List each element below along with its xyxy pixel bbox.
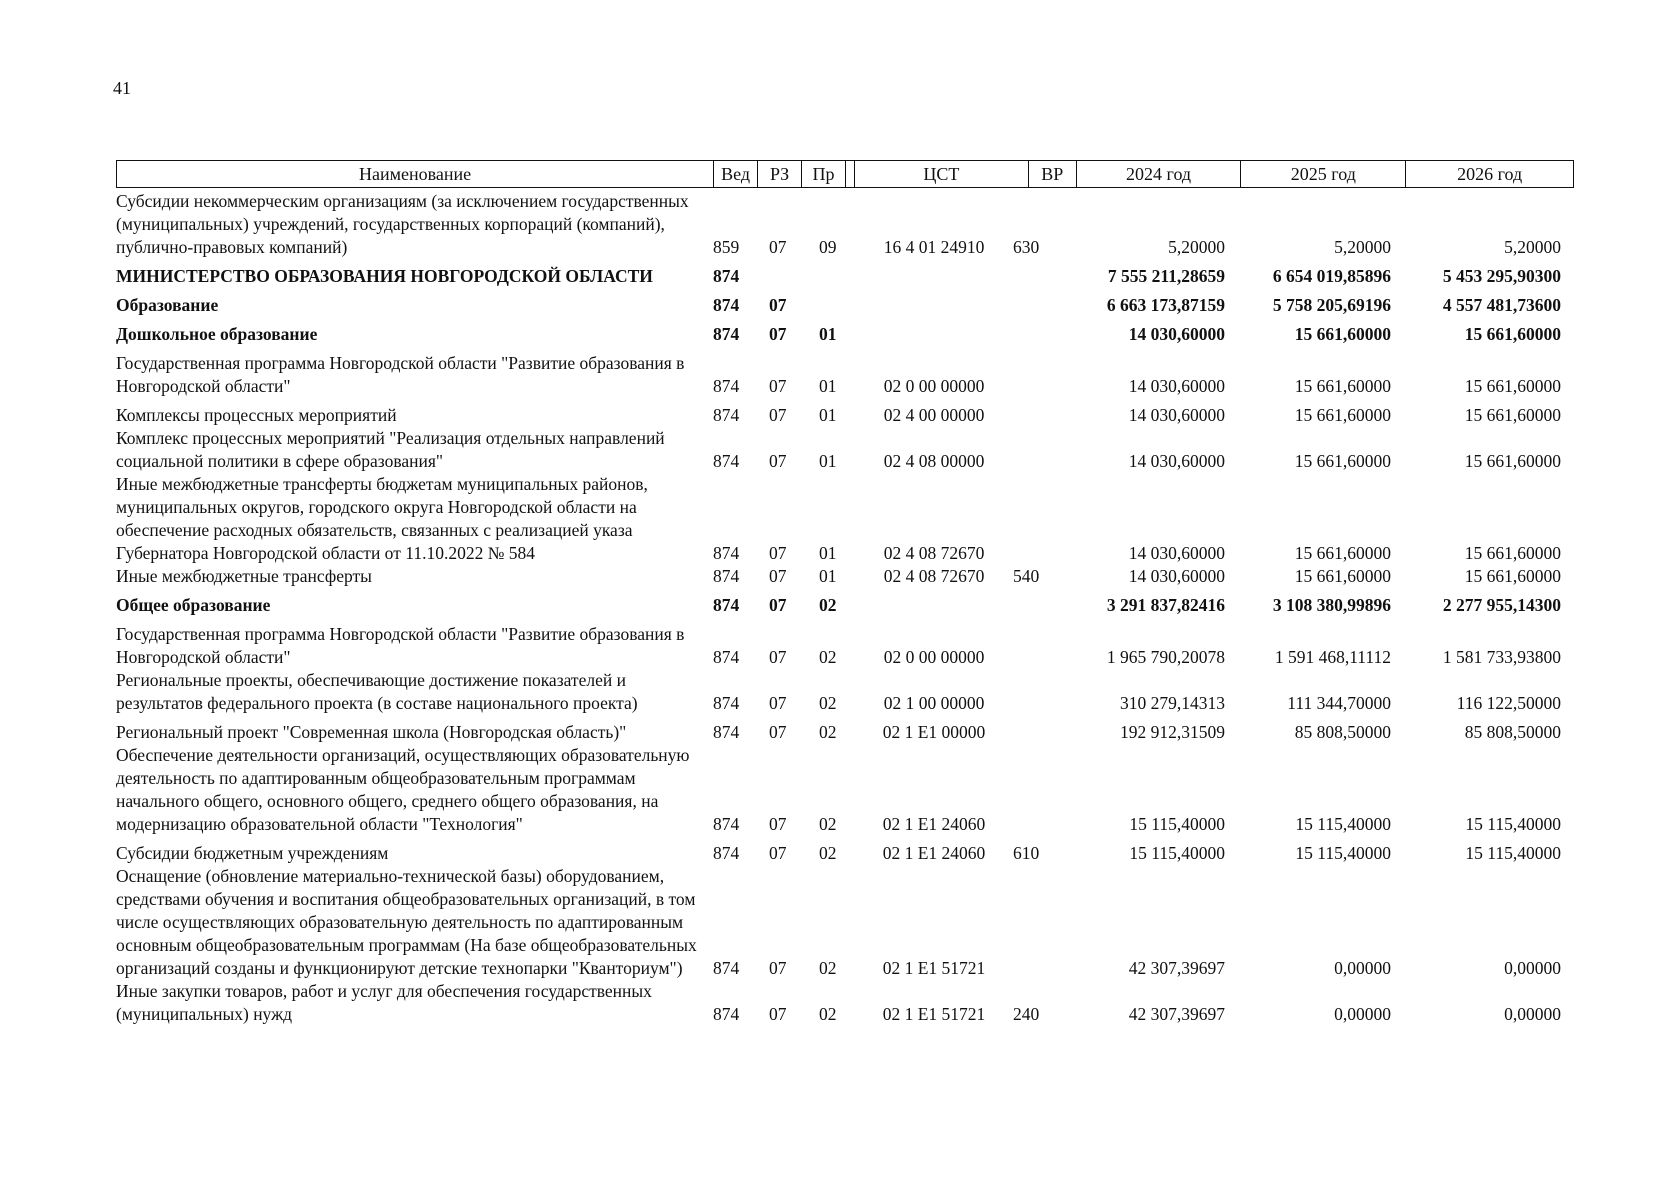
cell-pr: 01 xyxy=(819,324,837,344)
cell-pr: 02 xyxy=(819,595,837,615)
cell-ved: 874 xyxy=(713,405,740,425)
cell-cst: 02 0 00 00000 xyxy=(883,376,985,396)
cell-rz: 07 xyxy=(769,814,787,834)
cell-y2024: 42 307,39697 xyxy=(1128,1004,1225,1024)
cell-y2025: 1 591 468,11112 xyxy=(1274,647,1391,667)
cell-ved: 874 xyxy=(713,647,740,667)
table-row xyxy=(116,721,1574,744)
cell-cst: 02 1 00 00000 xyxy=(883,693,985,713)
cell-y2025: 5,20000 xyxy=(1334,237,1391,257)
table-row xyxy=(116,427,1574,473)
header-vr: ВР xyxy=(1029,161,1077,187)
cell-ved: 874 xyxy=(713,324,740,344)
cell-cst: 16 4 01 24910 xyxy=(883,237,985,257)
cell-y2024: 3 291 837,82416 xyxy=(1106,595,1225,615)
cell-y2026: 15 115,40000 xyxy=(1465,814,1561,834)
cell-y2025: 85 808,50000 xyxy=(1294,722,1391,742)
cell-y2026: 5 453 295,90300 xyxy=(1442,266,1561,286)
cell-y2025: 15 661,60000 xyxy=(1294,566,1391,586)
cell-cst: 02 4 08 72670 xyxy=(883,566,985,586)
cell-y2026: 5,20000 xyxy=(1504,237,1561,257)
cell-ved: 874 xyxy=(713,451,740,471)
table-row xyxy=(116,594,1574,617)
cell-ved: 874 xyxy=(713,722,740,742)
cell-rz: 07 xyxy=(769,451,787,471)
cell-rz: 07 xyxy=(769,237,787,257)
cell-y2025: 15 661,60000 xyxy=(1294,376,1391,396)
page-number: 41 xyxy=(113,78,131,98)
table-row xyxy=(116,190,1574,259)
header-pr: Пр xyxy=(802,161,846,187)
cell-rz: 07 xyxy=(769,693,787,713)
cell-vr: 630 xyxy=(1013,237,1040,257)
cell-cst: 02 1 Е1 51721 xyxy=(882,1004,986,1024)
cell-vr: 610 xyxy=(1013,843,1040,863)
cell-y2025: 111 344,70000 xyxy=(1287,693,1391,713)
cell-rz: 07 xyxy=(769,843,787,863)
cell-ved: 874 xyxy=(713,814,740,834)
cell-y2024: 14 030,60000 xyxy=(1128,376,1225,396)
table-row xyxy=(116,404,1574,427)
cell-y2026: 15 661,60000 xyxy=(1464,566,1561,586)
cell-rz: 07 xyxy=(769,566,787,586)
cell-cst: 02 1 Е1 24060 xyxy=(882,843,986,863)
cell-ved: 859 xyxy=(713,237,740,257)
cell-rz: 07 xyxy=(769,722,787,742)
header-cst: ЦСТ xyxy=(854,161,1029,187)
cell-rz: 07 xyxy=(769,405,787,425)
header-2025: 2025 год xyxy=(1241,161,1406,187)
cell-y2025: 15 661,60000 xyxy=(1294,543,1391,563)
cell-y2026: 0,00000 xyxy=(1504,958,1561,978)
cell-y2026: 15 661,60000 xyxy=(1464,543,1561,563)
cell-y2024: 5,20000 xyxy=(1168,237,1225,257)
cell-pr: 01 xyxy=(819,451,837,471)
cell-pr: 02 xyxy=(819,722,837,742)
cell-y2026: 0,00000 xyxy=(1504,1004,1561,1024)
cell-y2024: 42 307,39697 xyxy=(1128,958,1225,978)
header-ved: Вед xyxy=(714,161,758,187)
cell-y2024: 310 279,14313 xyxy=(1120,693,1225,713)
cell-name: Региональные проекты, обеспечивающие достижение показателей и результатов федерального проекта (в составе национального проекта) xyxy=(116,670,638,713)
cell-y2024: 6 663 173,87159 xyxy=(1106,295,1225,315)
cell-ved: 874 xyxy=(713,595,740,615)
cell-pr: 01 xyxy=(819,566,837,586)
header-gap xyxy=(846,161,854,187)
cell-pr: 01 xyxy=(819,376,837,396)
cell-rz: 07 xyxy=(769,295,787,315)
cell-y2025: 5 758 205,69196 xyxy=(1272,295,1391,315)
cell-ved: 874 xyxy=(713,376,740,396)
table-row xyxy=(116,744,1574,836)
header-2026: 2026 год xyxy=(1457,163,1523,184)
cell-rz: 07 xyxy=(769,324,787,344)
cell-ved: 874 xyxy=(713,543,740,563)
cell-y2024: 192 912,31509 xyxy=(1120,722,1225,742)
cell-y2026: 15 661,60000 xyxy=(1464,376,1561,396)
cell-pr: 01 xyxy=(819,405,837,425)
cell-y2025: 15 115,40000 xyxy=(1295,843,1391,863)
cell-y2026: 15 661,60000 xyxy=(1464,405,1561,425)
cell-cst: 02 4 00 00000 xyxy=(883,405,985,425)
cell-y2025: 0,00000 xyxy=(1334,1004,1391,1024)
cell-y2026: 15 661,60000 xyxy=(1464,324,1561,344)
cell-y2025: 15 661,60000 xyxy=(1294,324,1391,344)
cell-name: Комплекс процессных мероприятий "Реализация отдельных направлений социальной политики в сфере образования" xyxy=(116,428,665,471)
cell-cst: 02 4 08 72670 xyxy=(883,543,985,563)
cell-y2026: 85 808,50000 xyxy=(1464,722,1561,742)
cell-cst: 02 1 Е1 51721 xyxy=(882,958,986,978)
cell-pr: 01 xyxy=(819,543,837,563)
cell-ved: 874 xyxy=(713,266,740,286)
cell-name: Государственная программа Новгородской области "Развитие образования в Новгородской области" xyxy=(116,624,685,667)
cell-ved: 874 xyxy=(713,958,740,978)
header-rz: РЗ xyxy=(758,161,802,187)
cell-cst: 02 4 08 00000 xyxy=(883,451,985,471)
cell-name: Иные межбюджетные трансферты xyxy=(116,566,372,586)
cell-name: Комплексы процессных мероприятий xyxy=(116,405,397,425)
cell-y2024: 1 965 790,20078 xyxy=(1106,647,1225,667)
cell-rz: 07 xyxy=(769,1004,787,1024)
table-row xyxy=(116,294,1574,317)
cell-y2024: 14 030,60000 xyxy=(1128,543,1225,563)
table-row xyxy=(116,842,1574,865)
cell-name: Оснащение (обновление материально-технической базы) оборудованием, средствами обучения и воспитания общеобразовательных организаций, в том числе осуществляющих образовательную деятельность по адаптированным основным общеобразовательным программам (На базе общеобразовательных организаций созданы и функционируют детские технопарки "Кванториум") xyxy=(116,866,697,978)
cell-name: Общее образование xyxy=(116,595,271,615)
cell-name: Дошкольное образование xyxy=(116,324,318,344)
header-2024: 2024 год xyxy=(1077,161,1242,187)
cell-name: Субсидии бюджетным учреждениям xyxy=(116,843,389,863)
cell-y2025: 6 654 019,85896 xyxy=(1272,266,1391,286)
cell-y2026: 15 661,60000 xyxy=(1464,451,1561,471)
cell-pr: 02 xyxy=(819,843,837,863)
cell-name: Обеспечение деятельности организаций, осуществляющих образовательную деятельность по адаптированным общеобразовательным программам начального общего, основного общего, среднего общего образования, на модернизацию образовательной области "Технология" xyxy=(116,745,690,834)
cell-ved: 874 xyxy=(713,1004,740,1024)
cell-name: Образование xyxy=(116,295,219,315)
table-row xyxy=(116,980,1574,1026)
cell-y2024: 14 030,60000 xyxy=(1128,324,1225,344)
cell-y2025: 0,00000 xyxy=(1334,958,1391,978)
cell-pr: 02 xyxy=(819,647,837,667)
cell-cst: 02 0 00 00000 xyxy=(883,647,985,667)
table-row xyxy=(116,623,1574,669)
cell-ved: 874 xyxy=(713,295,740,315)
cell-y2024: 14 030,60000 xyxy=(1128,451,1225,471)
cell-y2024: 15 115,40000 xyxy=(1129,814,1225,834)
table-row xyxy=(116,352,1574,398)
cell-rz: 07 xyxy=(769,595,787,615)
cell-y2026: 2 277 955,14300 xyxy=(1442,595,1561,615)
cell-vr: 540 xyxy=(1013,566,1040,586)
cell-name: МИНИСТЕРСТВО ОБРАЗОВАНИЯ НОВГОРОДСКОЙ ОБЛАСТИ xyxy=(116,266,653,286)
table-row xyxy=(116,265,1574,288)
table-row xyxy=(116,323,1574,346)
cell-pr: 02 xyxy=(819,693,837,713)
table-body xyxy=(116,190,1574,1026)
table-row xyxy=(116,865,1574,980)
cell-y2025: 15 661,60000 xyxy=(1294,451,1391,471)
cell-ved: 874 xyxy=(713,843,740,863)
cell-cst: 02 1 Е1 24060 xyxy=(882,814,986,834)
cell-y2025: 15 115,40000 xyxy=(1295,814,1391,834)
cell-y2026: 4 557 481,73600 xyxy=(1442,295,1561,315)
cell-y2026: 116 122,50000 xyxy=(1456,693,1561,713)
table-row xyxy=(116,565,1574,588)
cell-pr: 02 xyxy=(819,1004,837,1024)
cell-ved: 874 xyxy=(713,693,740,713)
cell-y2024: 14 030,60000 xyxy=(1128,405,1225,425)
cell-rz: 07 xyxy=(769,543,787,563)
cell-cst: 02 1 Е1 00000 xyxy=(882,722,986,742)
cell-y2026: 15 115,40000 xyxy=(1465,843,1561,863)
cell-y2024: 7 555 211,28659 xyxy=(1107,266,1225,286)
cell-rz: 07 xyxy=(769,647,787,667)
table-row xyxy=(116,669,1574,715)
cell-name: Иные закупки товаров, работ и услуг для обеспечения государственных (муниципальных) нужд xyxy=(116,981,652,1024)
cell-name: Иные межбюджетные трансферты бюджетам муниципальных районов, муниципальных округов, городского округа Новгородской области на обеспечение расходных обязательств, связанных с реализацией указа Губернатора Новгородской области от 11.10.2022 № 584 xyxy=(116,474,648,563)
cell-y2025: 15 661,60000 xyxy=(1294,405,1391,425)
header-name: Наименование xyxy=(117,161,714,187)
cell-y2024: 15 115,40000 xyxy=(1129,843,1225,863)
cell-vr: 240 xyxy=(1013,1004,1040,1024)
cell-name: Государственная программа Новгородской области "Развитие образования в Новгородской области" xyxy=(116,353,685,396)
cell-y2026: 1 581 733,93800 xyxy=(1442,647,1561,667)
cell-ved: 874 xyxy=(713,566,740,586)
table-header xyxy=(116,160,1574,188)
cell-rz: 07 xyxy=(769,376,787,396)
cell-name: Региональный проект "Современная школа (Новгородская область)" xyxy=(116,722,627,742)
cell-y2025: 3 108 380,99896 xyxy=(1272,595,1391,615)
cell-pr: 09 xyxy=(819,237,837,257)
table-row xyxy=(116,473,1574,565)
cell-pr: 02 xyxy=(819,958,837,978)
cell-pr: 02 xyxy=(819,814,837,834)
cell-y2024: 14 030,60000 xyxy=(1128,566,1225,586)
cell-rz: 07 xyxy=(769,958,787,978)
cell-name: Субсидии некоммерческим организациям (за исключением государственных (муниципальных) учреждений, государственных корпораций (компаний), публично-правовых компаний) xyxy=(116,191,689,257)
